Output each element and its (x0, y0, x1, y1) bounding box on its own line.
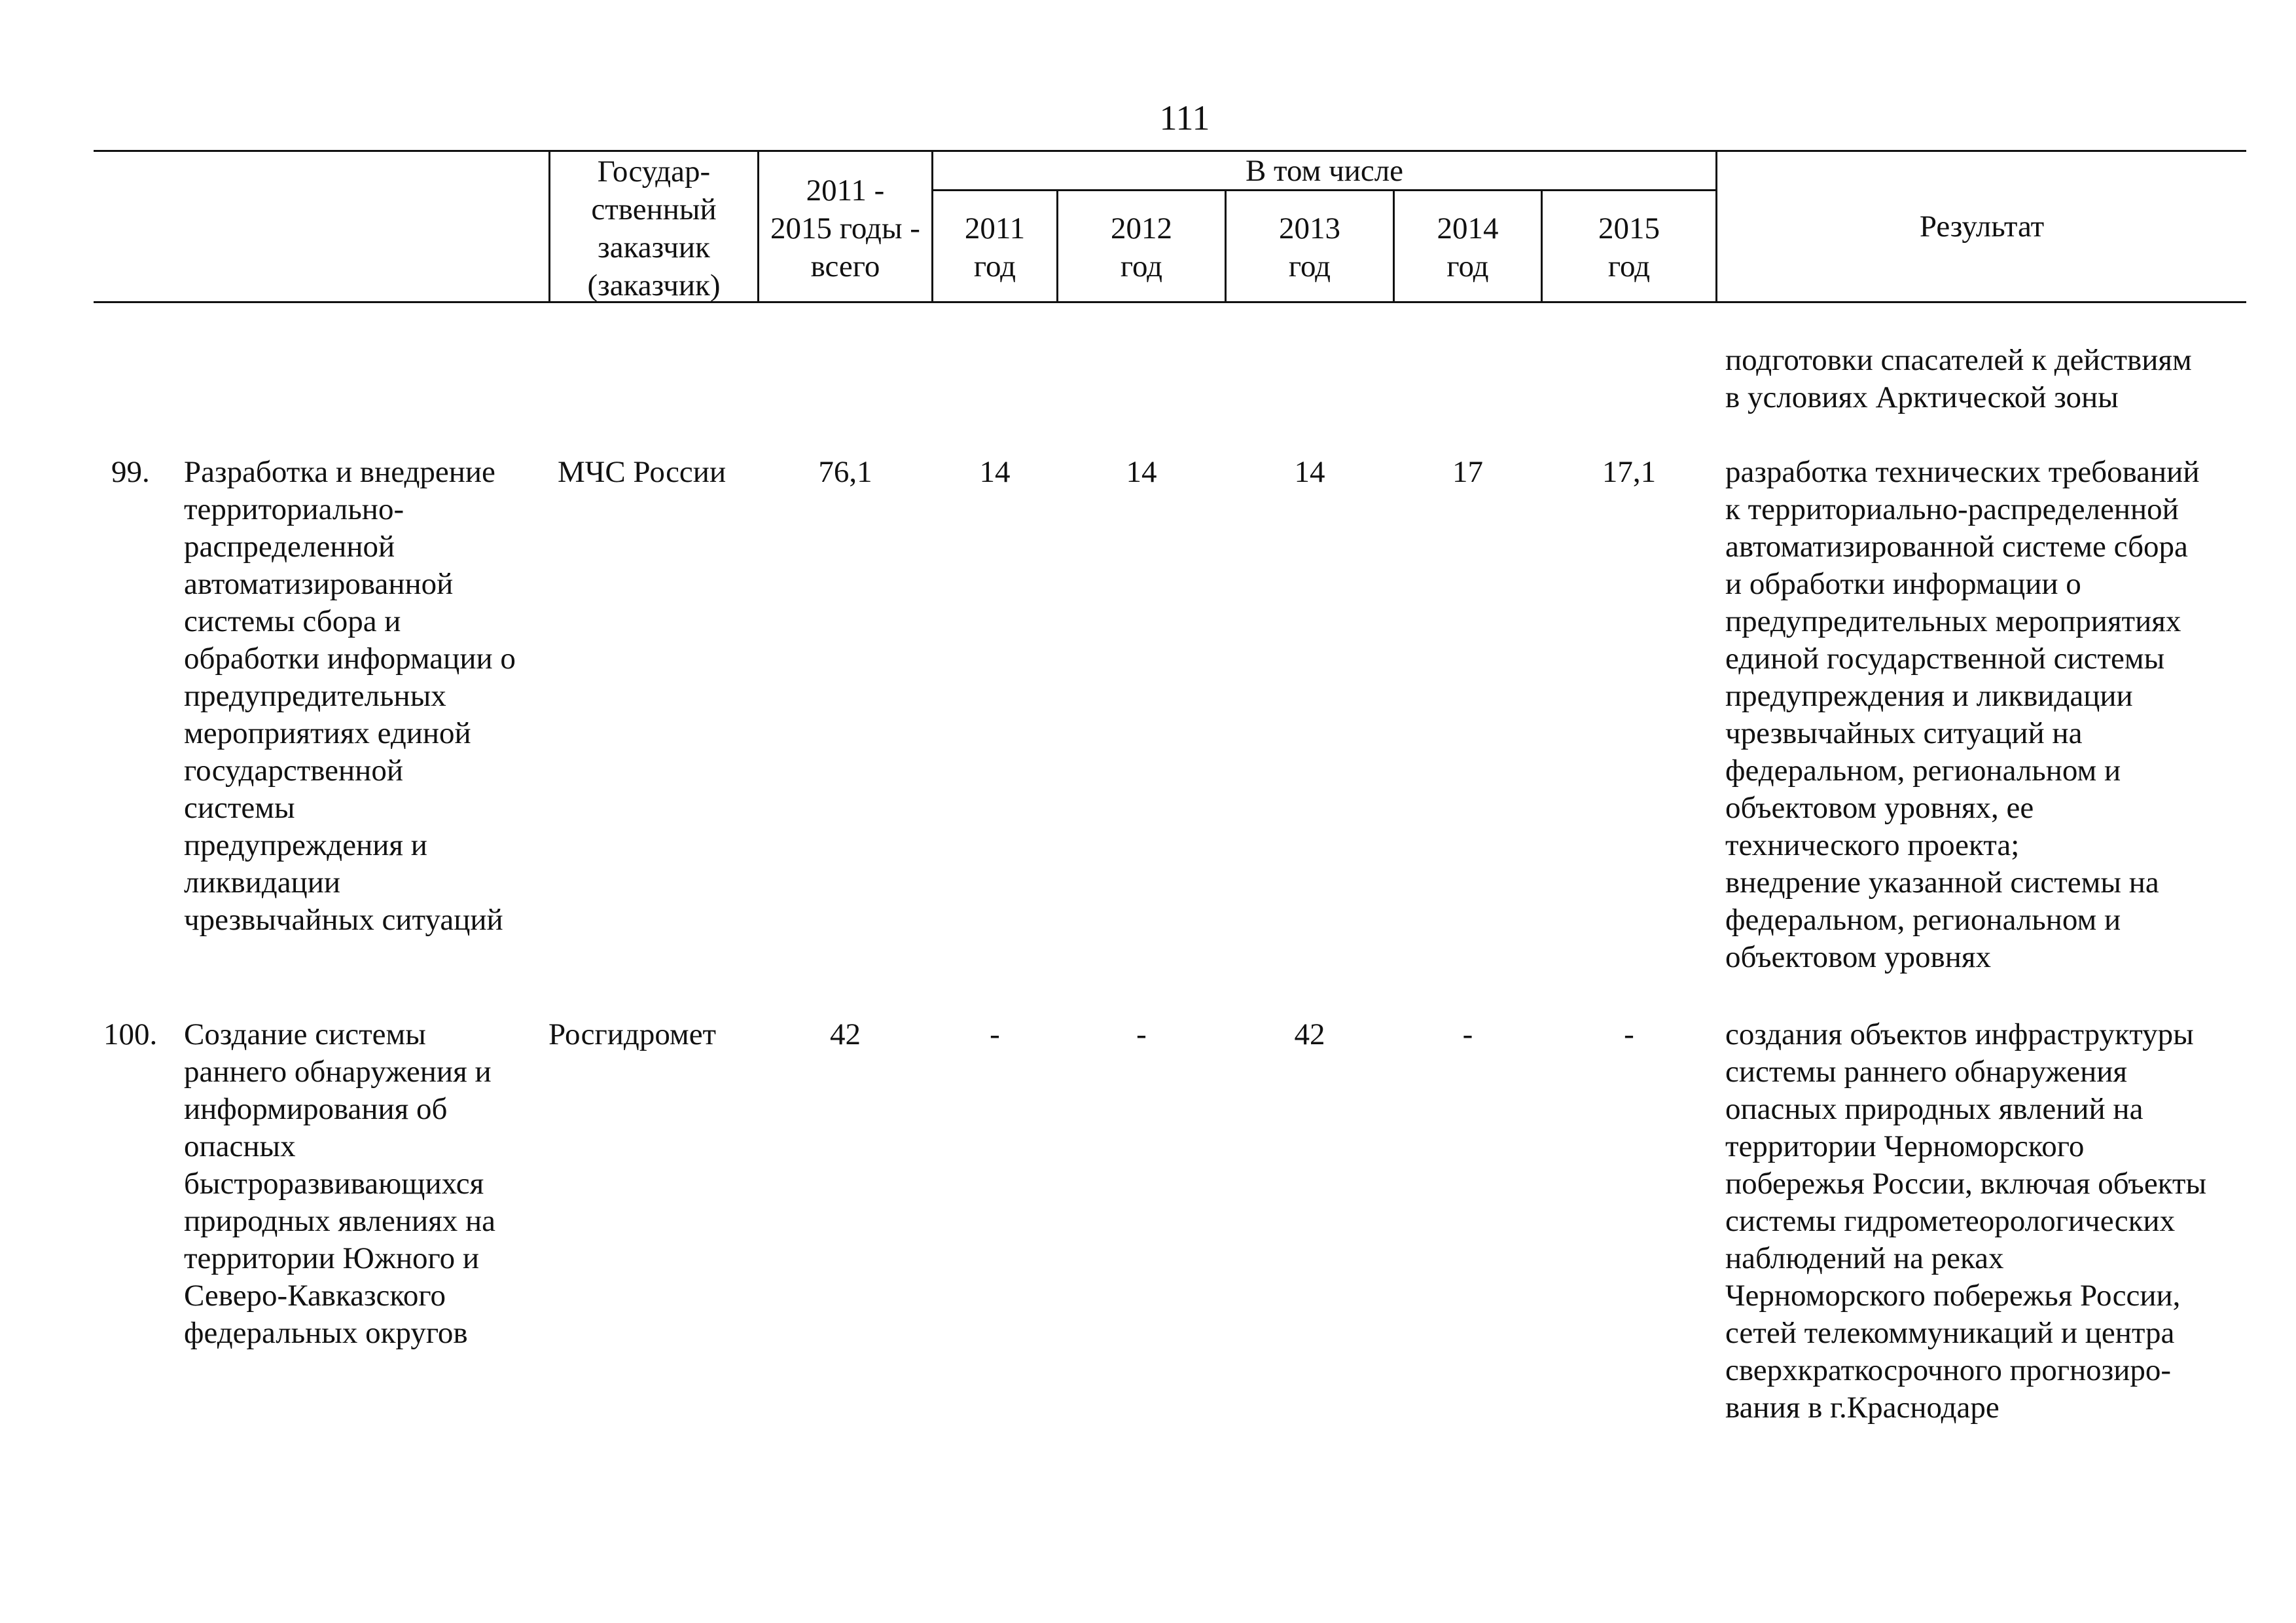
row-2015: - (1624, 1017, 1634, 1051)
header-year-2014: 2014 год (1437, 211, 1499, 283)
row-2013: 14 (1294, 455, 1325, 489)
row-2012: - (1136, 1017, 1147, 1051)
header-year-2013: 2013 год (1279, 211, 1340, 283)
row-result: разработка технических требований к территориально-распределенной автоматизированной системе сбора и обработки информации о предупредительных мероприятиях единой государственной системы предупреждения и ликвидации чрезвычайных ситуаций на федеральном, региональном и объектовом уровнях, ее технического проекта; внедрение указанной системы на федеральном, региональном и объектовом уровнях (1725, 455, 2200, 974)
row-result: создания объектов инфраструктуры системы раннего обнаружения опасных природных явлений на территории Черноморского побережья России, включая объекты системы гидрометеорологических наблюдений на реках Черноморского побережья России, сетей телекоммуникаций и центра сверхкраткосрочного прогнозиро- вания в г.Краснодаре (1725, 1017, 2207, 1425)
row-total: 76,1 (818, 455, 872, 489)
row-number: 99. (111, 455, 150, 489)
row-total: 42 (830, 1017, 861, 1051)
row-name: Разработка и внедрение территориально- распределенной автоматизированной системы сбора и обработки информации о предупредительных мероприятиях единой государственной системы предупреждения и ликвидации чрезвычайных ситуаций (184, 455, 516, 937)
row-2015: 17,1 (1602, 455, 1657, 489)
row-2012: 14 (1126, 455, 1157, 489)
row-customer: МЧС России (558, 455, 726, 489)
row-2011: 14 (979, 455, 1011, 489)
page-number: 111 (1159, 98, 1210, 137)
header-result: Результат (1919, 210, 2045, 244)
row-customer: Росгидромет (548, 1017, 717, 1051)
header-total: 2011 - 2015 годы - всего (770, 173, 920, 283)
row-name: Создание системы раннего обнаружения и информирования об опасных быстроразвивающихся природных явлениях на территории Южного и Северо-Кавказского федеральных округов (184, 1017, 496, 1350)
header-year-2012: 2012 год (1111, 211, 1172, 283)
continuation-result: подготовки спасателей к действиям в условиях Арктической зоны (1725, 343, 2192, 414)
header-including: В том числе (1245, 154, 1404, 188)
row-2014: - (1462, 1017, 1473, 1051)
header-year-2011: 2011 год (964, 211, 1026, 283)
row-number: 100. (103, 1017, 158, 1051)
header-year-2015: 2015 год (1598, 211, 1660, 283)
row-2014: 17 (1452, 455, 1483, 489)
row-2013: 42 (1294, 1017, 1325, 1051)
header-customer: Государ- ственный заказчик (заказчик) (587, 155, 721, 302)
row-2011: - (990, 1017, 1000, 1051)
header-bottom-rule (94, 301, 2246, 303)
